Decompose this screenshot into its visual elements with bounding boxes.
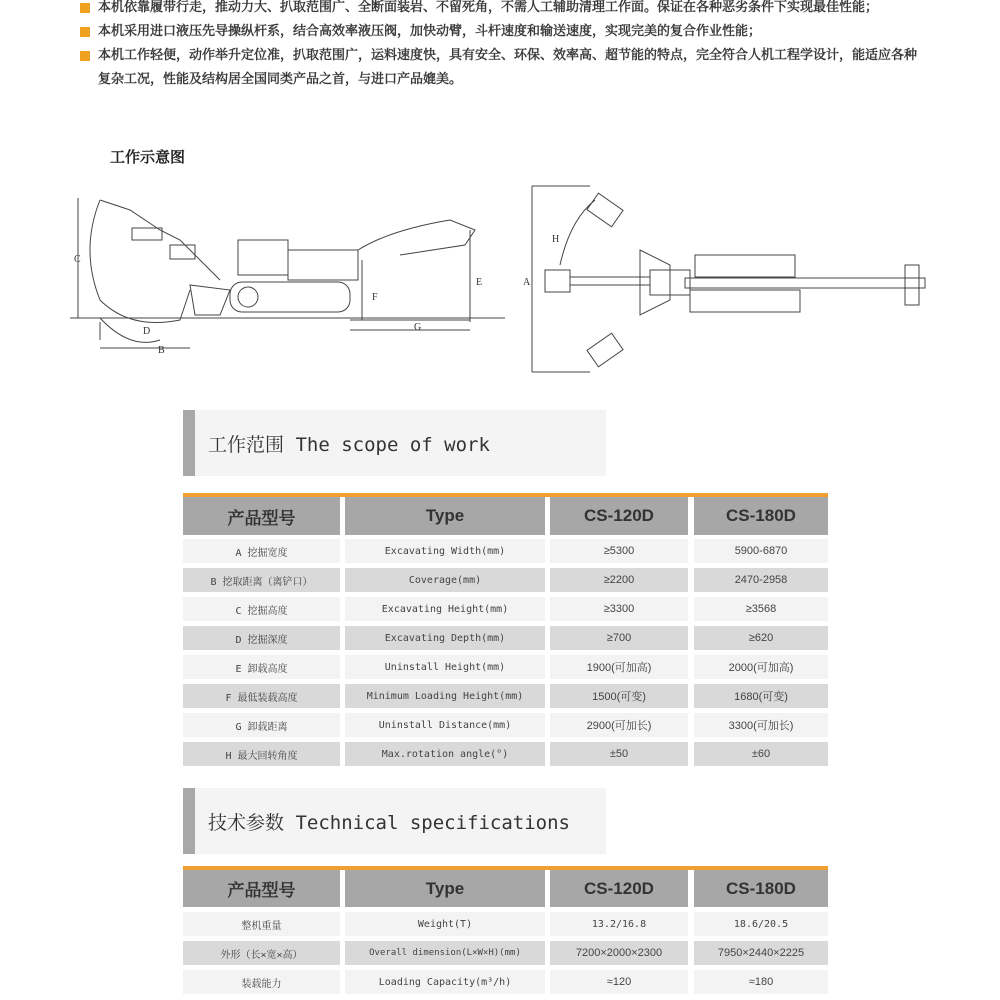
svg-text:A: A xyxy=(523,277,531,288)
header-cell: Type xyxy=(345,870,545,907)
table-row xyxy=(183,597,828,621)
table-row xyxy=(183,742,828,766)
table-cell: ≥2200 xyxy=(550,568,688,592)
svg-text:F: F xyxy=(372,292,378,303)
section-accent-bar xyxy=(183,788,195,854)
table-cell: 13.2/16.8 xyxy=(550,912,688,936)
table-cell: 装载能力 xyxy=(183,970,340,994)
table-header-row xyxy=(183,870,828,907)
scope-section-header xyxy=(183,410,606,476)
table-cell: Loading Capacity(m³/h) xyxy=(345,970,545,994)
header-cell: CS-180D xyxy=(694,497,828,535)
svg-text:B: B xyxy=(158,345,165,356)
table-cell: G 卸载距离 xyxy=(183,713,340,737)
svg-text:E: E xyxy=(476,277,483,288)
table-cell: C 挖掘高度 xyxy=(183,597,340,621)
table-cell: ±60 xyxy=(694,742,828,766)
section-accent-bar xyxy=(183,410,195,476)
diagram-title: 工作示意图 xyxy=(110,148,186,166)
table-cell: F 最低装载高度 xyxy=(183,684,340,708)
table-cell: 1900(可加高) xyxy=(550,655,688,679)
table-cell: H 最大回转角度 xyxy=(183,742,340,766)
table-cell: 整机重量 xyxy=(183,912,340,936)
table-cell: Max.rotation angle(°) xyxy=(345,742,545,766)
header-cell: 产品型号 xyxy=(183,497,340,535)
header-cell: CS-180D xyxy=(694,870,828,907)
table-cell: D 挖掘深度 xyxy=(183,626,340,650)
table-row xyxy=(183,970,828,994)
tech-section-title: 技术参数 Technical specifications xyxy=(208,812,570,834)
table-cell: Excavating Height(mm) xyxy=(345,597,545,621)
table-cell: ≥3568 xyxy=(694,597,828,621)
bullet-square-icon xyxy=(80,3,90,13)
feature-item xyxy=(80,44,920,92)
table-cell: Excavating Depth(mm) xyxy=(345,626,545,650)
side-view-diagram xyxy=(70,190,510,360)
header-cell: 产品型号 xyxy=(183,870,340,907)
feature-item xyxy=(80,20,920,44)
table-cell: 7200×2000×2300 xyxy=(550,941,688,965)
feature-text: 本机工作轻便，动作举升定位准，扒取范围广，运料速度快，具有安全、环保、效率高、超节能的特点，完全符合人机工程学设计，能适应各种复杂工况，性能及结构居全国同类产品之首，与进口产品媲美。 xyxy=(98,48,918,87)
table-cell: Overall dimension(L×W×H)(mm) xyxy=(345,941,545,965)
svg-text:H: H xyxy=(552,234,560,245)
table-cell: ≥700 xyxy=(550,626,688,650)
table-cell: 2900(可加长) xyxy=(550,713,688,737)
feature-text: 本机依靠履带行走，推动力大、扒取范围广、全断面装岩、不留死角，不需人工辅助清理工作面。保证在各种恶劣条件下实现最佳性能； xyxy=(98,0,879,15)
table-cell: A 挖掘宽度 xyxy=(183,539,340,563)
table-row xyxy=(183,539,828,563)
table-cell: Excavating Width(mm) xyxy=(345,539,545,563)
table-cell: Weight(T) xyxy=(345,912,545,936)
table-row xyxy=(183,912,828,936)
svg-text:D: D xyxy=(143,326,151,337)
header-cell: CS-120D xyxy=(550,497,688,535)
table-cell: ±50 xyxy=(550,742,688,766)
table-cell: B 挖取距离（离铲口） xyxy=(183,568,340,592)
table-row xyxy=(183,626,828,650)
feature-item xyxy=(80,0,920,20)
table-cell: 5900-6870 xyxy=(694,539,828,563)
table-cell: Minimum Loading Height(mm) xyxy=(345,684,545,708)
svg-text:G: G xyxy=(414,322,422,333)
table-row xyxy=(183,713,828,737)
scope-section-title: 工作范围 The scope of work xyxy=(208,434,490,456)
table-cell: 2000(可加高) xyxy=(694,655,828,679)
table-cell: ≥3300 xyxy=(550,597,688,621)
table-cell: E 卸载高度 xyxy=(183,655,340,679)
svg-text:C: C xyxy=(74,254,81,265)
top-view-diagram xyxy=(520,180,940,380)
table-cell: 1680(可变) xyxy=(694,684,828,708)
header-cell: CS-120D xyxy=(550,870,688,907)
table-cell: 3300(可加长) xyxy=(694,713,828,737)
table-cell: Uninstall Distance(mm) xyxy=(345,713,545,737)
table-cell: Coverage(mm) xyxy=(345,568,545,592)
table-cell: ≈180 xyxy=(694,970,828,994)
feature-list xyxy=(80,0,920,92)
feature-text: 本机采用进口液压先导操纵杆系，结合高效率液压阀，加快动臂，斗杆速度和输送速度，实现完美的复合作业性能； xyxy=(98,24,762,39)
header-cell: Type xyxy=(345,497,545,535)
bullet-square-icon xyxy=(80,27,90,37)
table-row xyxy=(183,655,828,679)
bullet-square-icon xyxy=(80,51,90,61)
table-cell: 7950×2440×2225 xyxy=(694,941,828,965)
table-cell: ≥620 xyxy=(694,626,828,650)
table-cell: 2470-2958 xyxy=(694,568,828,592)
table-cell: ≥5300 xyxy=(550,539,688,563)
table-cell: ≈120 xyxy=(550,970,688,994)
table-row xyxy=(183,684,828,708)
table-row xyxy=(183,568,828,592)
table-row xyxy=(183,941,828,965)
table-header-row xyxy=(183,497,828,535)
tech-section-header xyxy=(183,788,606,854)
table-cell: 18.6/20.5 xyxy=(694,912,828,936)
table-cell: Uninstall Height(mm) xyxy=(345,655,545,679)
table-cell: 外形（长×宽×高） xyxy=(183,941,340,965)
table-cell: 1500(可变) xyxy=(550,684,688,708)
